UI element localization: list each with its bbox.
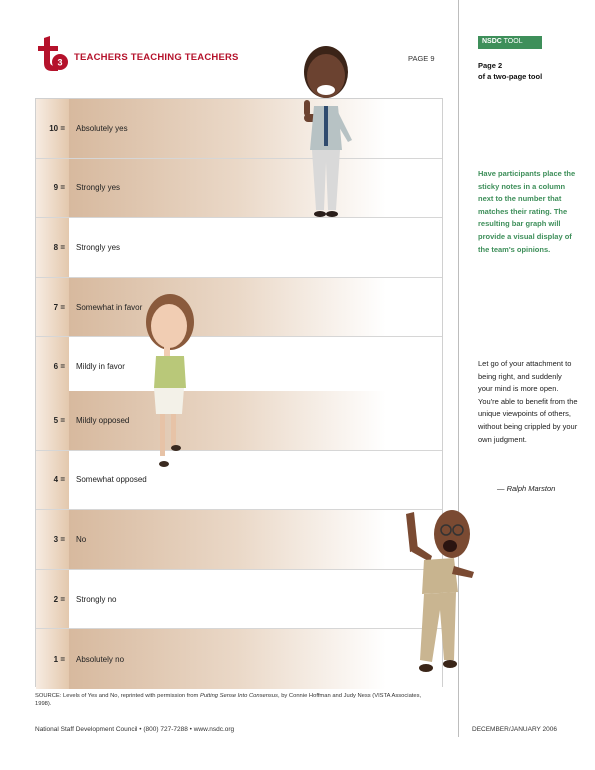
scale-number: 5 = [36,391,69,450]
scale-row-1 [36,629,442,689]
scale-label: Strongly yes [76,183,121,193]
scale-number: 1 = [36,629,69,689]
quote-author: — Ralph Marston [497,484,556,493]
scale-row-4 [36,451,442,511]
scale-number: 4 = [36,451,69,510]
scale-row-2 [36,570,442,630]
scale-bar [69,218,442,277]
source-book-title: Putting Sense Into Consensus [199,693,278,699]
footer-org-contact: National Staff Development Council • (800) 727-7288 • www.nsdc.org [35,726,235,733]
t3-logo [34,36,70,72]
svg-text:3: 3 [57,57,63,68]
scale-row-3 [36,510,442,570]
source-prefix: SOURCE: Levels of Yes and No, reprinted with permission from [35,693,200,699]
thumbs-up-man-figure [290,42,360,222]
tool-badge-bold: NSDC [482,38,502,45]
scale-row-5 [36,391,442,451]
scale-number: 8 = [36,218,69,277]
scale-label: Somewhat opposed [76,475,147,485]
scale-label: Absolutely yes [76,123,128,133]
scale-label: No [76,534,87,544]
scale-number: 3 = [36,510,69,569]
levels-scale [35,98,443,687]
tool-badge-rest: TOOL [501,38,523,45]
page-number: PAGE 9 [408,54,435,63]
surprised-man-figure [384,500,480,690]
thinking-woman-figure [138,292,200,474]
scale-number: 9 = [36,159,69,218]
tool-page-info [478,60,542,82]
source-citation [35,692,435,708]
scale-row-7 [36,278,442,338]
scale-number: 10 = [36,99,69,158]
scale-row-9 [36,159,442,219]
scale-row-8 [36,218,442,278]
nsdc-tool-badge [478,36,542,49]
scale-label: Somewhat in favor [76,302,143,312]
instruction-note: Have participants place the sticky notes in a column next to the number that matches their rating. The resulting bar graph will provide a visual display of the team's opinions. [478,169,576,254]
scale-number: 2 = [36,570,69,629]
scale-row-6 [36,337,442,397]
scale-label: Mildly in favor [76,362,125,372]
scale-number: 6 = [36,337,69,396]
scale-label: Mildly opposed [76,415,130,425]
scale-bar [69,159,442,218]
source-suffix: , by Connie Hoffman and Judy Ness (VISTA Associates, 1998). [35,693,422,707]
scale-label: Absolutely no [76,654,125,664]
brand-title: TEACHERS TEACHING TEACHERS [74,52,239,63]
tool-page-line1: Page 2 [478,61,503,70]
quote-text: Let go of your attachment to being right, and suddenly your mind is more open. You're able to benefit from the unique viewpoints of others, without being crippled by your own judgment. [478,359,578,444]
tool-page-line2: of a two-page tool [478,72,543,81]
scale-row-10 [36,99,442,159]
footer-issue-date: DECEMBER/JANUARY 2006 [472,726,558,733]
scale-number: 7 = [36,278,69,337]
scale-label: Strongly no [76,594,117,604]
scale-label: Strongly yes [76,242,121,252]
